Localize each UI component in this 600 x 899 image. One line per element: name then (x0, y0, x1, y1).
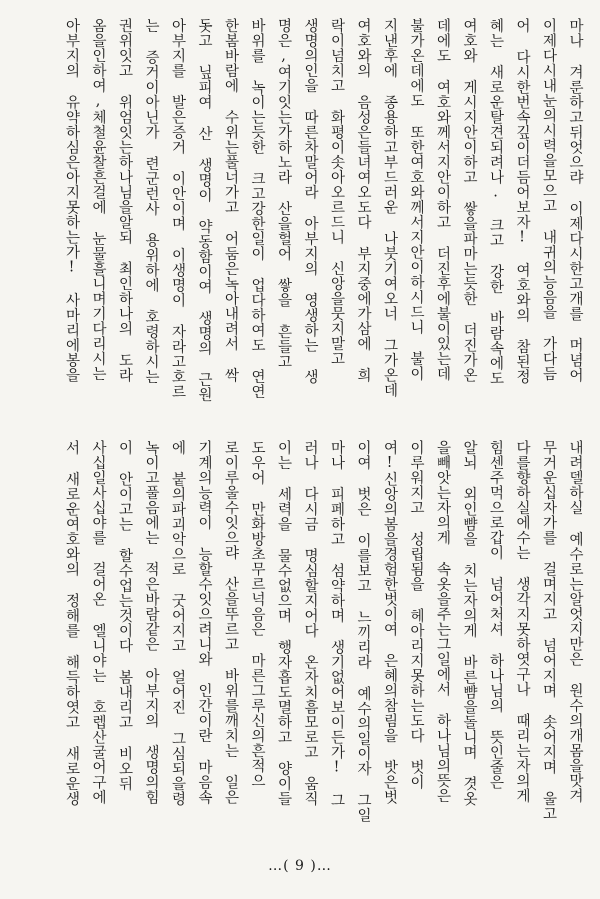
text-column: 혜는 새로운탈견되려나. 크고 강한 바람속에도 (487, 18, 504, 386)
text-column: 권위잇고 위엄잇는하나님을알되 최인하나의 도라 (116, 18, 133, 383)
text-column: 을빼앗는자의게 속옷을주는그일에서 하나님의뜻은 (434, 440, 451, 803)
text-column: 생명의인을 따른차말어라 아부지의 영생하는 생 (302, 18, 318, 384)
text-column: 러나 다시금 명심할지어다 온자치흠모로고 움직 (302, 440, 318, 806)
text-column: 이는 세력을 물수없으며 행자흡도멸하고 양이들 (275, 440, 292, 806)
text-block-lower (28, 440, 588, 850)
text-column: 이여 벗은 이를보고 느끼리라 예수의일이자 그일 (355, 440, 371, 823)
text-block-upper (28, 18, 588, 436)
text-column: 내려델하실 예수로는알엇지만은 원수의개몸을맛겨 (567, 440, 583, 803)
text-column: 한봄바람에 수위는풀너가고 어둠은녹아내려서 싹 (222, 18, 239, 383)
text-column: 옴을인하여,체철윤찰흔걸에 눈물흘니며기다리시는 (90, 18, 106, 381)
text-column: 도우어 만화방초무르넉음은 마른그루신의흔적으 (249, 440, 265, 788)
text-column: 녹이고풀음에는 적은바람같은 아부지의 생명의힘 (143, 440, 159, 805)
text-column: 돗고 닢피여 산 생명이 약동함이여 생명의 근원 (196, 18, 212, 402)
text-column: 힘센주먹으로갑이 넘어처셔 하나님의 뜻인줄은 (487, 440, 504, 790)
text-column: 여호와의 음성은들녀여오도다 부지중에가삼에 희 (355, 18, 371, 383)
text-column: 다를향하실에수는 생각지못하엿구나 때리는자의게 (514, 440, 530, 803)
text-column: 이 안이고는 할수업는것이다 봄내리고 비오뒤 (116, 440, 133, 791)
text-column: 무거운십자가를 걸며지고 넘어지며 솟어지며 울고 (540, 440, 557, 821)
text-column: 이루워지고 성립됨을 헤아리지못하는도다 벗이 (408, 440, 424, 790)
text-column: 마나 피페하고 섬약하며 생기없어보이든가! 그 (328, 440, 345, 808)
text-column: 어 다시한번속깊이더듬어보자! 여호와의 참된정 (514, 18, 530, 384)
text-column: 지낸후에 종용하고부드러운 나붓기여오너 그가온데 (381, 18, 398, 398)
text-column: 마나 겨룬하고뒤엇으랴 이제다시한고개를 머념어 (567, 18, 583, 383)
text-column: 아부지를 발은증거 이안이며 이생명이 자라고호르 (169, 18, 186, 399)
text-column: 바위를 녹이는듯한 크고강한일이 업다하여도 연연 (249, 18, 265, 399)
text-column: 락이넘치고 화평이솟아오르드니 신앙을뭇지말고 (328, 18, 345, 366)
text-column: 기계의능력이 능할수잇으려니와 인간이란 마음속 (196, 440, 212, 805)
text-column: 여!신앙의봄을경험한벗이여 은혜의참림을 밧은벗 (381, 440, 398, 805)
text-column: 에 붙의파괴악으로 굿어지고 얼어진 그심되을령 (169, 440, 186, 806)
text-column: 서 새로운여호와의 정해를 해득하엿고 새로운생 (63, 440, 80, 806)
text-column: 로이루울수잇으랴 산을뚜르고 바위를깨치는 일은 (222, 440, 239, 805)
text-column: 불가온데에도 또한여호와께서지안이하시드니 불이 (408, 18, 424, 381)
text-column: 데에도 여호와께서지안이하고 더진후에불이있는데 (434, 18, 451, 381)
text-column: 여호와 게시지안이하고 쌓을파마는듯한 더진가온 (461, 18, 477, 383)
text-column: 사십일사십야를 걸어온 엘니야는 호렙산굴어구에 (90, 440, 106, 805)
page-number: …( 9 )… (268, 858, 332, 874)
text-column: 아부지의 유약하심은아지못하는가! 사마리에봉을 (63, 18, 80, 383)
text-column: 는 증거이아닌가 련군런사 용위하에 호령하시는 (143, 18, 159, 384)
text-column: 이제다시내눈의시력을모으고 내귀의능음을 가다듬 (540, 18, 557, 381)
text-column: 알뇌 외인뺨을 치는자의게 바른뺨을돌니며 겻옷 (461, 440, 477, 806)
text-column: 명은,여기잇는가하노라 산을헐어 쌓을 흔들고 (275, 18, 292, 369)
